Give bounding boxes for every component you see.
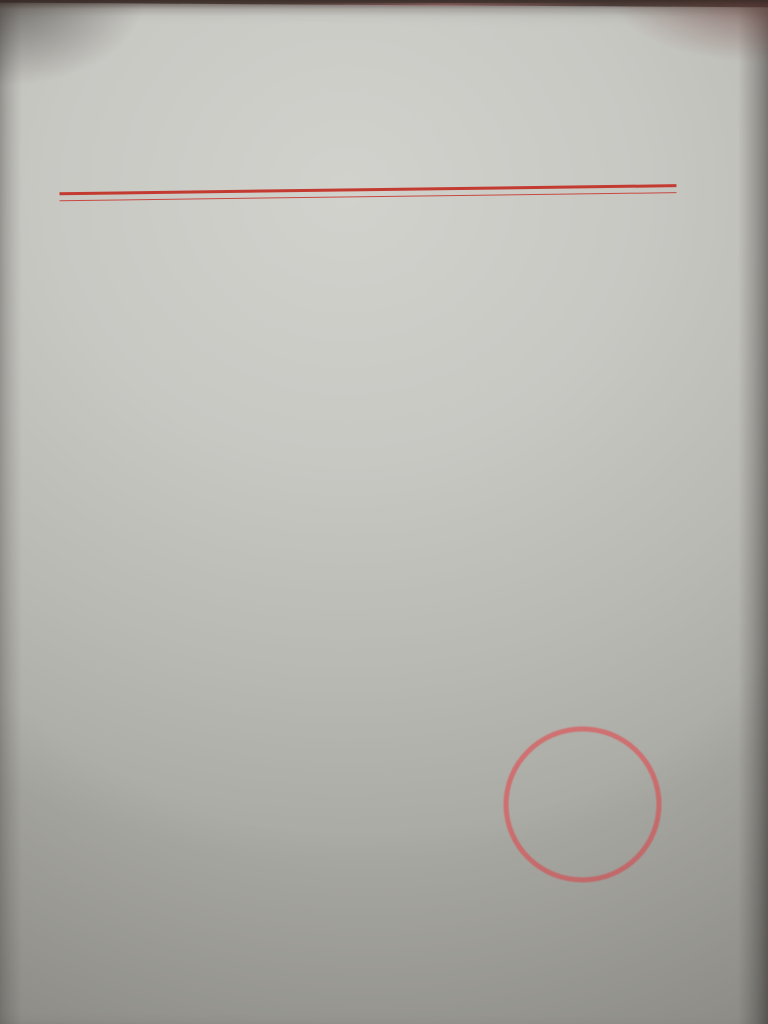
seal-ring [503,725,663,883]
body-line [92,418,694,426]
body-line [92,418,694,426]
official-seal [503,725,663,883]
header-divider [59,184,676,201]
body-line [92,418,694,426]
document-body [92,418,694,426]
body-line [92,418,694,426]
body-line [92,418,694,426]
body-line [92,418,694,426]
document-number [0,335,766,345]
document-title [0,245,765,255]
issuer-header [0,93,763,103]
salutation [92,418,694,426]
body-line [92,418,694,426]
